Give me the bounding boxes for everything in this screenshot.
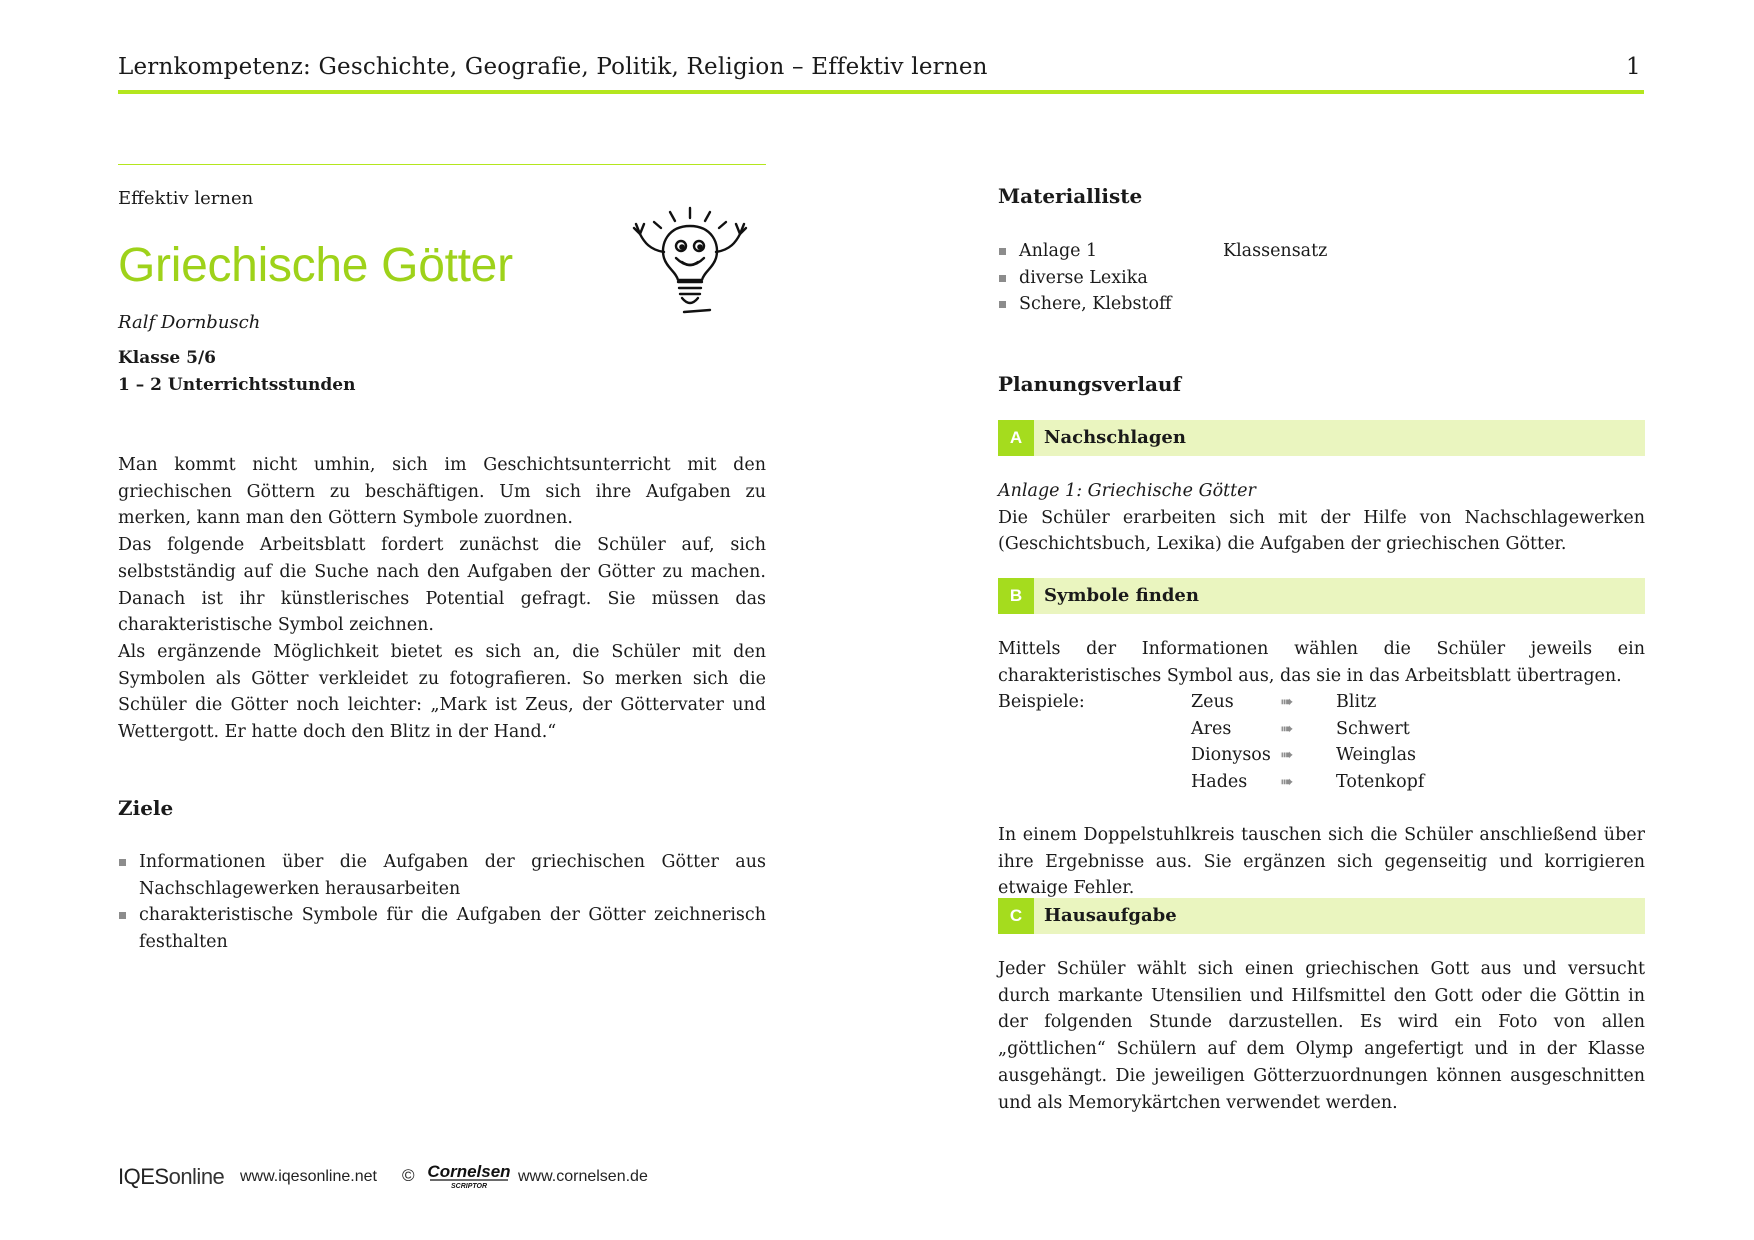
arrow-icon: ➠ — [1280, 772, 1294, 792]
list-item — [998, 265, 1498, 292]
lesson-duration: 1 – 2 Unterrichtsstunden — [118, 375, 356, 395]
example-row — [998, 742, 1645, 769]
iqes-logo-online: online — [168, 1164, 225, 1189]
section-letter-badge: C — [998, 898, 1034, 934]
section-letter-badge: A — [998, 420, 1034, 456]
section-paragraph: Die Schüler erarbeiten sich mit der Hilfe von Nachschlagewerken (Geschichtsbuch, Lexika) die Aufgaben der griechischen Götter. — [998, 507, 1645, 555]
intro-paragraph: Man kommt nicht umhin, sich im Geschichtsunterricht mit den griechischen Göttern zu beschäftigen. Um sich ihre Aufgaben zu merken, kann man den Göttern Symbole zuordnen. — [118, 455, 766, 529]
intro-text — [118, 452, 766, 746]
section-paragraph: Jeder Schüler wählt sich einen griechischen Gott aus und versucht durch markante Utensilien und Hilfsmittel den Gott oder die Göttin in der folgenden Stunde darzustellen. Es wird ein Foto von allen „göttlichen“ Schülern auf dem Olymp angefertigt und in der Klasse ausgehängt. Die jeweiligen Götterzuordnungen können ausgeschnitten und als Memorykärtchen verwendet werden. — [998, 959, 1645, 1113]
section-paragraph: Mittels der Informationen wählen die Schüler jeweils ein charakteristisches Symbol aus, das sie in das Arbeitsblatt übertragen. — [998, 639, 1645, 686]
material-item: Schere, Klebstoff — [1019, 294, 1172, 315]
svg-text:SCRIPTOR: SCRIPTOR — [450, 1183, 488, 1190]
example-god: Ares — [1191, 718, 1232, 739]
list-item — [998, 238, 1498, 265]
list-item-text: Informationen über die Aufgaben der griechischen Götter aus Nachschlagewerken herausarbeiten — [139, 852, 766, 899]
intro-paragraph: Als ergänzende Möglichkeit bietet es sich an, die Schüler mit den Symbolen als Götter verkleidet zu fotografieren. So merken sich die Schüler die Götter noch leichter: „Mark ist Zeus, der Göttervater und Wettergott. Er hatte doch den Blitz in der Hand.“ — [118, 641, 766, 743]
section-a-text — [998, 478, 1645, 558]
grade-level: Klasse 5/6 — [118, 348, 216, 368]
arrow-icon: ➠ — [1280, 745, 1294, 765]
svg-text:Cornelsen: Cornelsen — [427, 1162, 511, 1181]
example-symbol: Blitz — [1336, 692, 1377, 712]
arrow-icon: ➠ — [1280, 692, 1294, 711]
copyright-symbol: © — [402, 1166, 415, 1185]
intro-paragraph: Das folgende Arbeitsblatt fordert zunächst die Schüler auf, sich selbstständig auf die Suche nach den Aufgaben der Götter zu machen. Danach ist ihr künstlerisches Potential gefragt. Sie müssen das charakteristische Symbol zeichnen. — [118, 535, 766, 636]
examples-table — [998, 689, 1645, 796]
example-row — [998, 689, 1645, 716]
ziele-list — [118, 849, 766, 956]
ziele-heading: Ziele — [118, 796, 174, 820]
planungsverlauf-heading: Planungsverlauf — [998, 372, 1182, 396]
bullet-square-icon — [999, 301, 1006, 308]
section-label: Hausaufgabe — [1044, 905, 1177, 926]
material-list — [998, 238, 1498, 318]
section-label: Symbole finden — [1044, 585, 1199, 606]
example-symbol: Weinglas — [1336, 745, 1416, 766]
section-c-bar — [998, 898, 1645, 934]
anlage-reference: Anlage 1: Griechische Götter — [998, 481, 1256, 501]
iqes-logo — [118, 1164, 224, 1190]
bullet-square-icon — [119, 859, 126, 866]
page-header-title: Lernkompetenz: Geschichte, Geografie, Politik, Religion – Effektiv lernen — [118, 54, 988, 80]
example-god: Hades — [1191, 772, 1248, 793]
iqes-logo-text: IQES — [118, 1164, 169, 1189]
examples-label: Beispiele: — [998, 692, 1085, 712]
section-c-text — [998, 956, 1645, 1116]
list-item-text: charakteristische Symbole für die Aufgaben der Götter zeichnerisch festhalten — [139, 905, 766, 953]
section-b-text-2 — [998, 822, 1645, 902]
header-rule — [118, 90, 1644, 94]
bullet-square-icon — [999, 275, 1006, 282]
list-item — [118, 849, 766, 902]
materialliste-heading: Materialliste — [998, 184, 1143, 208]
kicker: Effektiv lernen — [118, 188, 254, 209]
example-row — [998, 769, 1645, 796]
example-symbol: Schwert — [1336, 718, 1410, 739]
section-letter-badge: B — [998, 578, 1034, 614]
section-label: Nachschlagen — [1044, 427, 1186, 448]
example-god: Zeus — [1191, 692, 1234, 712]
material-item: Anlage 1 — [1019, 241, 1098, 261]
cornelsen-url-link[interactable]: www.cornelsen.de — [518, 1168, 648, 1185]
left-column-rule — [118, 164, 766, 165]
section-a-bar — [998, 420, 1645, 456]
example-god: Dionysos — [1191, 745, 1271, 766]
page-title: Griechische Götter — [118, 239, 513, 292]
list-item — [998, 291, 1498, 318]
author: Ralf Dornbusch — [118, 312, 261, 333]
lightbulb-mascot-icon — [620, 206, 760, 326]
arrow-icon: ➠ — [1280, 718, 1294, 738]
section-b-text — [998, 636, 1645, 689]
material-quantity: Klassensatz — [1223, 241, 1328, 261]
list-item — [118, 902, 766, 955]
bullet-square-icon — [999, 248, 1006, 255]
example-symbol: Totenkopf — [1336, 772, 1425, 793]
bullet-square-icon — [119, 912, 126, 919]
section-b-bar — [998, 578, 1645, 614]
material-item: diverse Lexika — [1019, 267, 1148, 288]
example-row — [998, 716, 1645, 743]
page-number: 1 — [1626, 54, 1641, 80]
section-paragraph: In einem Doppelstuhlkreis tauschen sich die Schüler anschließend über ihre Ergebnisse aus. Sie ergänzen sich gegenseitig und korrigieren etwaige Fehler. — [998, 825, 1645, 899]
iqes-url-link[interactable]: www.iqesonline.net — [240, 1168, 377, 1185]
cornelsen-logo — [424, 1160, 514, 1190]
